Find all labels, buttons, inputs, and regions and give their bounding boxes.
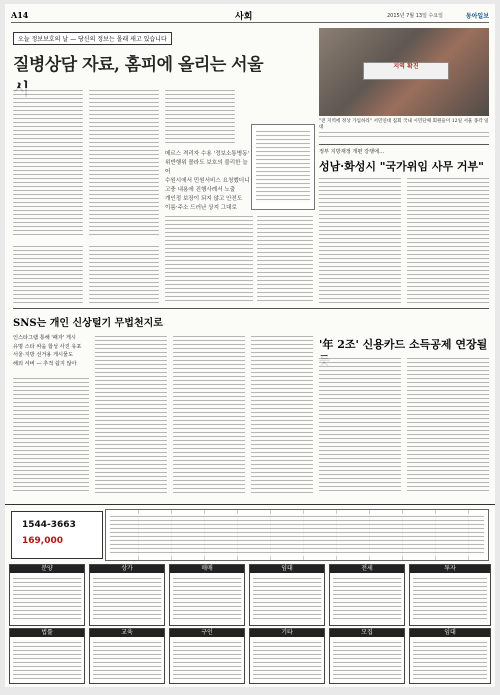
classified-head: 전세 bbox=[330, 565, 404, 573]
callout-item: 메르스 격리자 수용 '정보소통병동' bbox=[165, 151, 250, 157]
article-text-col3 bbox=[165, 88, 235, 146]
classified-head: 매매 bbox=[170, 565, 244, 573]
story4-text-col2 bbox=[407, 356, 489, 494]
story4-headline: '年 2조' 신용카드 소득공제 연장될 bbox=[319, 338, 488, 351]
story3-subheads bbox=[13, 334, 89, 368]
divider bbox=[319, 144, 489, 145]
story2-headline: 성남·화성시 "국가위임 사무 거부" bbox=[319, 160, 484, 173]
story3-headline: SNS는 개인 신상털기 무법천지로 bbox=[13, 318, 163, 329]
masthead-bar bbox=[11, 10, 489, 23]
classified-head: 법률 bbox=[10, 629, 84, 637]
article-text-col1 bbox=[13, 88, 83, 238]
callout-item: 고충 내용에 진행사례서 노출 bbox=[165, 187, 236, 193]
story2-text-col2 bbox=[407, 176, 489, 304]
ad-top-strip bbox=[5, 504, 495, 563]
classified-head: 교육 bbox=[90, 629, 164, 637]
classified-cell bbox=[169, 564, 245, 626]
article-text-col3b bbox=[165, 214, 253, 304]
classified-head: 상가 bbox=[90, 565, 164, 573]
classified-cell bbox=[169, 628, 245, 684]
subhead: 인스타그램 통해 '패자' 게시 bbox=[13, 335, 76, 341]
photo-caption: "전 지역에 정상 가입하라" 서민연대 집회 국내 시민단체 회원들이 12일 서울 종각 일대 bbox=[319, 119, 489, 130]
story2-text-col1 bbox=[319, 176, 401, 304]
protest-banner: 지역 확진 bbox=[363, 62, 449, 80]
article-text-col2 bbox=[89, 88, 159, 238]
subhead: 유명 스타 싸움 합성 사진 유포 bbox=[13, 343, 82, 350]
callout-item: 개인정 보장이 되지 않고 안전도 bbox=[165, 196, 243, 202]
subhead: 서울·지방 선거용 게시물도 bbox=[13, 352, 74, 358]
classified-head: 투자 bbox=[410, 565, 490, 573]
classified-cell bbox=[329, 628, 405, 684]
story4-text-col1 bbox=[319, 356, 401, 494]
classified-cell bbox=[409, 564, 491, 626]
info-table-lines bbox=[256, 129, 310, 203]
info-table bbox=[251, 124, 315, 210]
classified-grid bbox=[5, 564, 495, 687]
section-title: 사회 bbox=[235, 12, 253, 22]
story3-text-col3 bbox=[173, 334, 245, 494]
ad-price: 169,000 bbox=[22, 536, 63, 546]
callout-item: 위반행위 몰라도 보호의 불리한 늘어 bbox=[165, 160, 248, 175]
ad-logo-box bbox=[11, 511, 103, 559]
issue-date: 2015년 7월 13일 수요일 bbox=[386, 13, 443, 19]
classified-cell bbox=[89, 564, 165, 626]
subhead: 해외 서버 — 추적 쉽지 않아 bbox=[13, 360, 77, 367]
classified-cell bbox=[89, 628, 165, 684]
classified-cell bbox=[249, 628, 325, 684]
ad-listing-grid bbox=[105, 509, 489, 561]
classified-head: 모집 bbox=[330, 629, 404, 637]
story3-text-col2 bbox=[95, 334, 167, 494]
classified-head: 임대 bbox=[250, 565, 324, 573]
classified-head: 분양 bbox=[10, 565, 84, 573]
classified-cell bbox=[409, 628, 491, 684]
story3-text-col1 bbox=[13, 376, 89, 494]
story3-text-col4 bbox=[251, 334, 313, 494]
callout-item: 이름·주소 드러난 상지 그대로 bbox=[165, 205, 237, 211]
protest-photo bbox=[319, 28, 489, 116]
story-callouts bbox=[165, 150, 253, 213]
classified-cell bbox=[9, 564, 85, 626]
story-kicker: 오늘 정보보호의 날 — 당신의 정보는 몰래 새고 있습니다 bbox=[13, 32, 172, 45]
classified-head: 임대 bbox=[410, 629, 490, 637]
newspaper-logo: 동아일보 bbox=[465, 13, 489, 20]
callout-item: 수원시에서 민원서비스 요청했더니 bbox=[165, 178, 250, 184]
classified-head: 구인 bbox=[170, 629, 244, 637]
photo-caption-lines bbox=[319, 130, 489, 140]
ad-listing-lines bbox=[110, 514, 484, 556]
main-headline: 질병상담 자료, 홈피에 올리는 서울 bbox=[13, 55, 263, 75]
classified-cell bbox=[9, 628, 85, 684]
story2-kicker: 정부 지방재정 개편 강행에… bbox=[319, 149, 385, 155]
ad-phone: 1544-3663 bbox=[22, 520, 76, 530]
article-text-col1b bbox=[13, 244, 83, 304]
classified-cell bbox=[329, 564, 405, 626]
article-text-col2b bbox=[89, 244, 159, 304]
classified-head: 기타 bbox=[250, 629, 324, 637]
classified-cell bbox=[249, 564, 325, 626]
article-text-col4b bbox=[257, 214, 313, 304]
page-number: A14 bbox=[11, 10, 29, 20]
divider bbox=[13, 308, 489, 309]
